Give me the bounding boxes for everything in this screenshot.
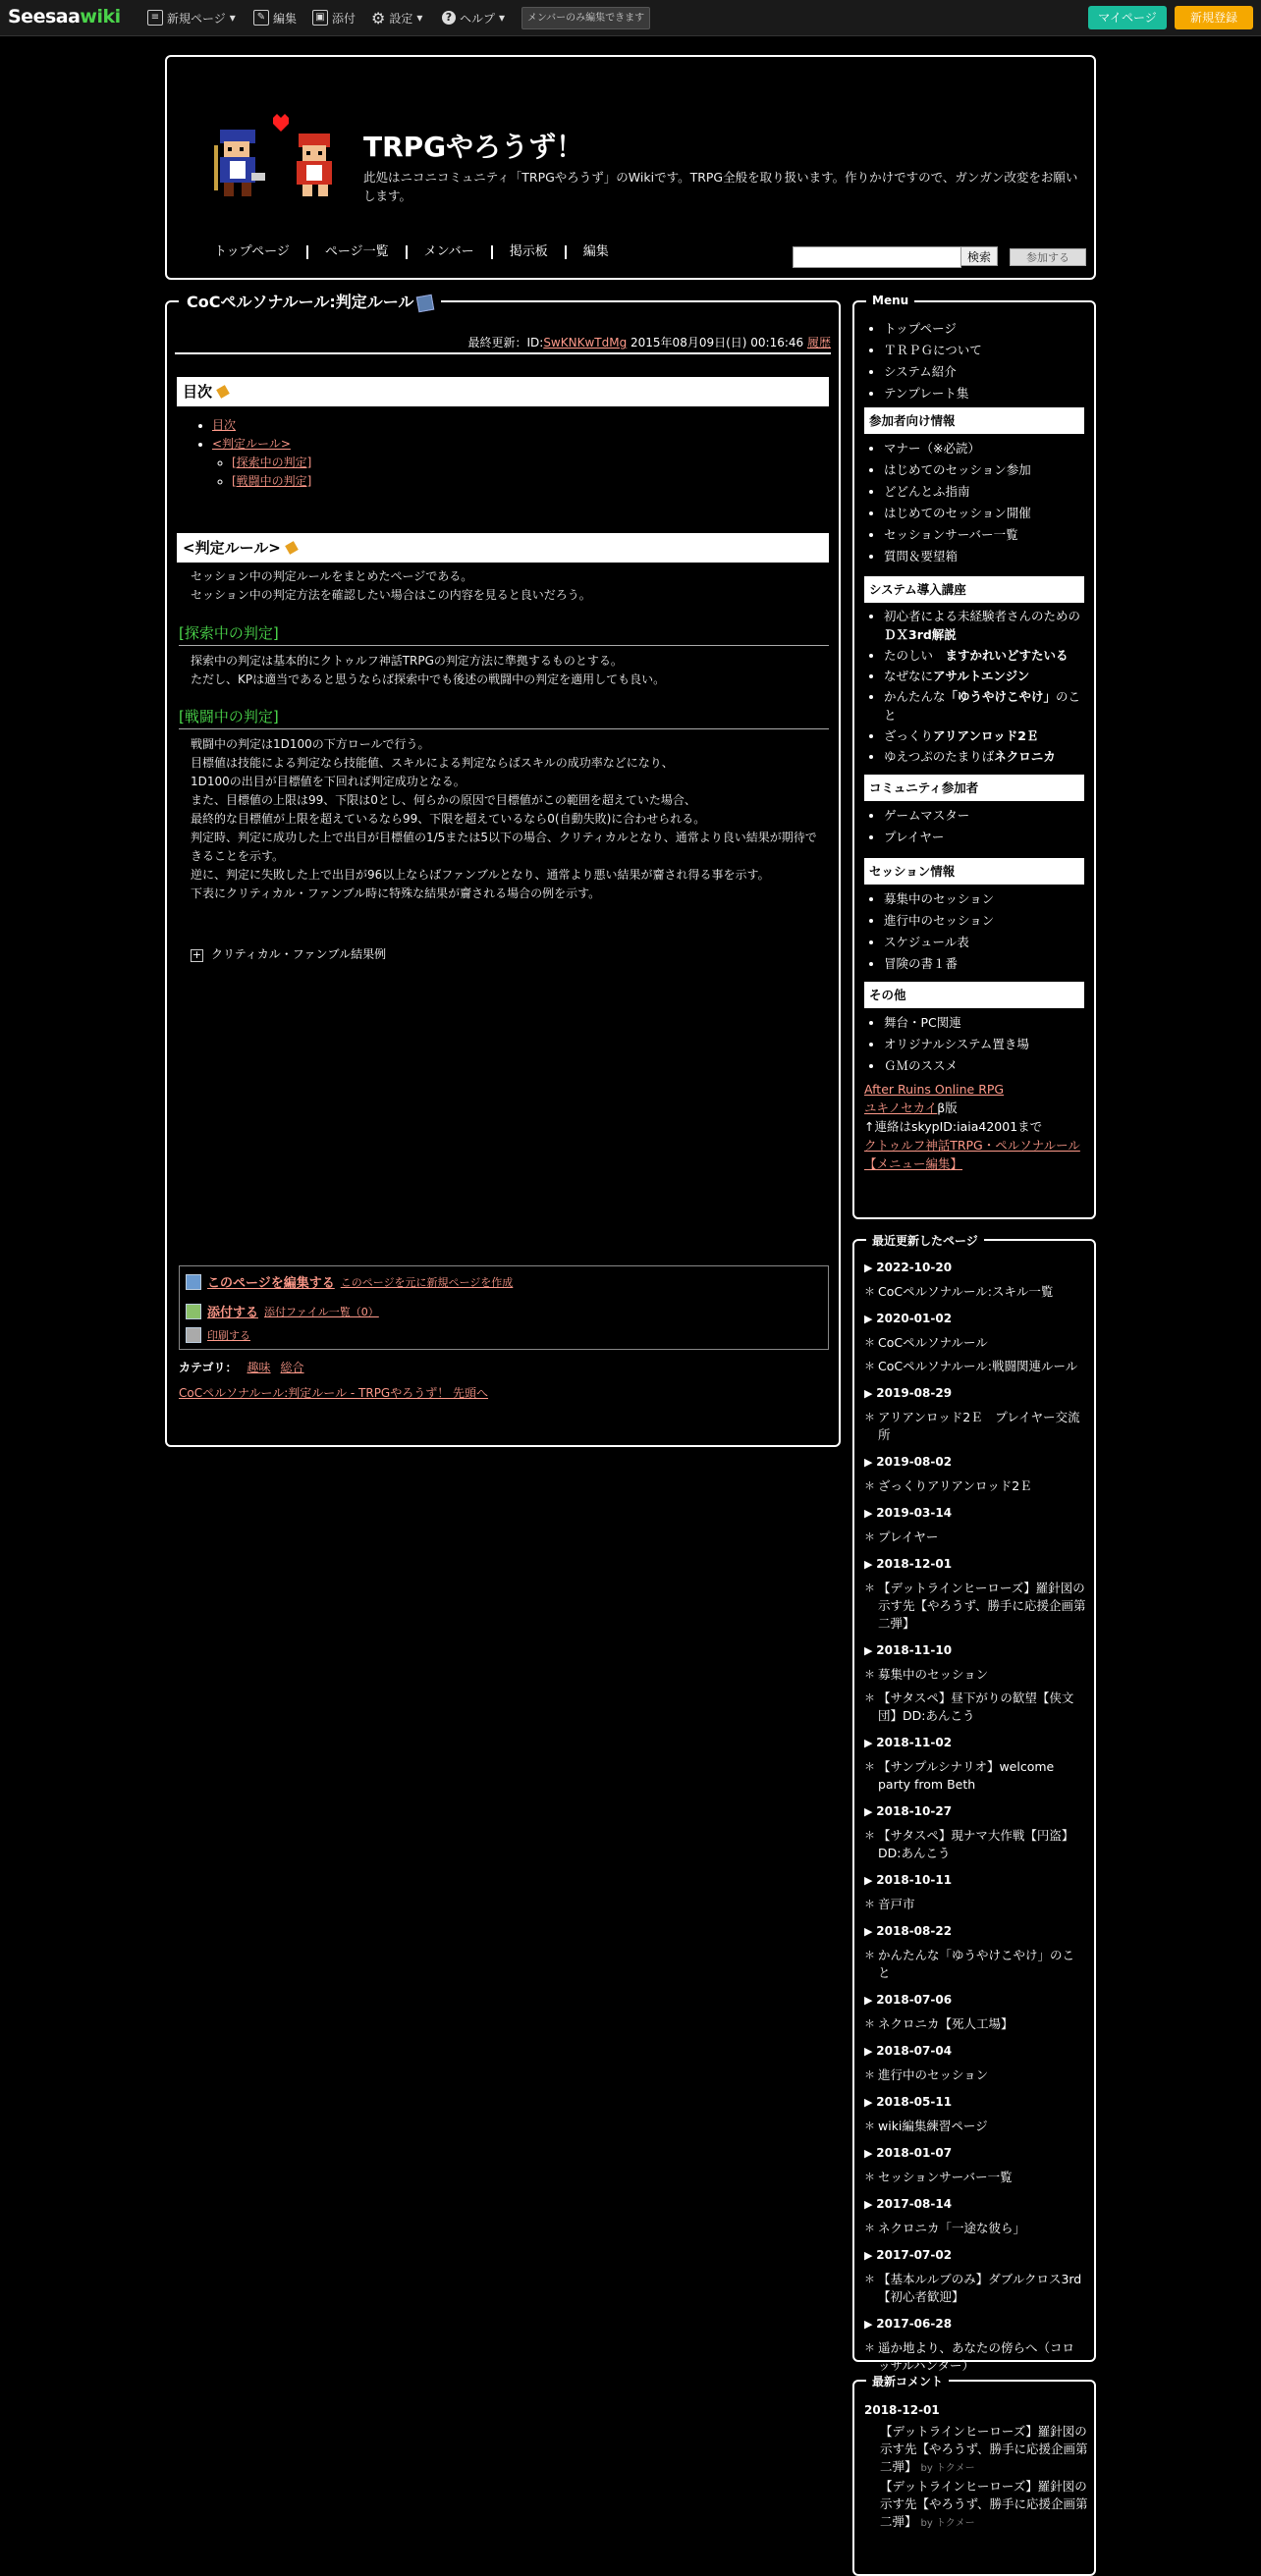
expand-plus-icon: +	[192, 948, 202, 961]
edit-page-link[interactable]: このページを編集する	[207, 1276, 335, 1291]
text-line: 判定時、判定に成功した上で出目が目標値の1/5または5以下の場合、クリティカルとなり、通常より良い結果が期待できることを示す。	[191, 831, 817, 863]
recent-date: ▶ 2019-08-29	[864, 1384, 1086, 1403]
printer-icon	[186, 1327, 201, 1343]
chevron-down-icon: ▾	[229, 11, 236, 25]
menu-item[interactable]: • 募集中のセッション	[884, 888, 1084, 910]
menu-item[interactable]	[884, 667, 1084, 685]
recent-title: 最近更新したページ	[866, 1232, 984, 1249]
edit-section-icon[interactable]	[216, 385, 230, 399]
menu-item-text: たのしい	[884, 648, 946, 663]
text-line: 戦闘中の判定は1D100の下方ロールで行う。	[191, 737, 430, 751]
rules-heading-text: <判定ルール>	[183, 539, 281, 557]
recent-date: ▶ 2017-08-14	[864, 2195, 1086, 2214]
table-of-contents	[200, 416, 311, 491]
menu-item[interactable]	[884, 747, 1084, 766]
menu-item-bold: アサルトエンジン	[933, 669, 1030, 683]
edit-icon: ✎	[253, 10, 269, 26]
nav-top-page[interactable]: トップページ	[214, 244, 290, 259]
toc-link-explore[interactable]: [探索中の判定]	[232, 456, 312, 469]
text-line: 逆に、判定に失敗した上で出目が96以上ならばファンブルとなり、通常より悪い結果が齎され得る事を示す。	[191, 868, 770, 882]
edit-page-row	[186, 1272, 513, 1291]
print-row	[186, 1327, 250, 1343]
recent-date: ▶ 2022-10-20	[864, 1259, 1086, 1277]
settings-menu[interactable]	[371, 0, 422, 35]
attach-menu[interactable]	[312, 0, 356, 35]
side-menu	[852, 294, 1096, 1219]
menu-item[interactable]: • マナー（※必読）	[884, 438, 1084, 459]
recent-page-link[interactable]: ＊ wiki編集練習ページ	[864, 2118, 1086, 2135]
text-line: セッション中の判定ルールをまとめたページである。	[191, 569, 473, 583]
toc-link-rules[interactable]: <判定ルール>	[212, 437, 291, 451]
menu-item-text: ゆえつぷのたまりば	[884, 749, 995, 764]
menu-item[interactable]: • トップページ	[884, 318, 1084, 340]
page-title-wrap	[179, 290, 441, 312]
recent-entry	[864, 1802, 1086, 1862]
comment-author: by トクメー	[920, 2518, 975, 2529]
updated-date: 2015年08月09日(日) 00:16:46	[627, 336, 807, 349]
new-page-label: 新規ページ	[167, 11, 226, 26]
menu-item[interactable]: • 進行中のセッション	[884, 910, 1084, 932]
recent-page-link[interactable]: ＊ 遥か地より、あなたの傍らへ（コロッサルハンター）	[864, 2339, 1086, 2375]
explore-text	[191, 652, 819, 689]
recent-page-link[interactable]: ＊ かんたんな「ゆうやけこやけ」のこと	[864, 1947, 1086, 1982]
recent-date: ▶ 2018-05-11	[864, 2093, 1086, 2112]
menu-item-bold: 「ゆうやけこやけ」	[945, 689, 1057, 704]
fold-toggle[interactable]	[191, 945, 386, 962]
menu-item-text: のこと	[884, 689, 1081, 723]
menu-category: その他	[864, 982, 1084, 1008]
after-ruins-link[interactable]: After Ruins Online RPG	[864, 1082, 1005, 1097]
toc-heading	[177, 377, 829, 406]
site-header	[165, 55, 1096, 280]
category-link[interactable]: 総合	[280, 1361, 304, 1374]
text-line: ただし、KPは適当であると思うならば探索中でも後述の戦闘中の判定を適用しても良い。	[191, 672, 666, 686]
fold-label: クリティカル・ファンブル結果例	[211, 947, 387, 961]
recent-date: ▶ 2020-01-02	[864, 1310, 1086, 1328]
recent-page-link[interactable]: ＊ CoCペルソナルール:スキル一覧	[864, 1283, 1086, 1301]
menu-item[interactable]: • セッションサーバー一覧	[884, 524, 1084, 546]
menu-item-bold: ネクロニカ	[994, 749, 1056, 764]
attach-file-icon	[186, 1304, 201, 1319]
recent-entry	[864, 2195, 1086, 2237]
recent-page-link[interactable]: ＊ 【基本ルルブのみ】ダブルクロス3rd【初心者歓迎】	[864, 2271, 1086, 2306]
attach-label: 添付	[332, 11, 356, 26]
new-page-menu[interactable]	[147, 0, 236, 35]
history-link[interactable]: 履歴	[806, 336, 831, 349]
recent-page-link[interactable]: ＊ 【サンプルシナリオ】welcome party from Beth	[864, 1758, 1086, 1794]
page-title: CoCペルソナルール:判定ルール	[187, 293, 414, 311]
chevron-down-icon: ▾	[416, 11, 423, 25]
toc-heading-text: 目次	[183, 383, 213, 401]
updated-user-link[interactable]: SwKNKwTdMg	[543, 336, 628, 349]
recent-entry	[864, 2093, 1086, 2135]
recent-entry	[864, 1259, 1086, 1301]
menu-category: 参加者向け情報	[864, 407, 1084, 434]
seesaa-wiki-logo[interactable]	[8, 6, 121, 27]
attach-link[interactable]: 添付する	[207, 1306, 259, 1320]
toc-link-combat[interactable]: [戦闘中の判定]	[232, 474, 312, 488]
recent-date: ▶ 2017-07-02	[864, 2246, 1086, 2265]
text-line: 下表にクリティカル・ファンブル時に特殊な結果が齎される場合の例を示す。	[191, 886, 601, 900]
category-label: カテゴリ：	[179, 1361, 238, 1374]
menu-cat5-list	[864, 1012, 1084, 1077]
recent-page-link[interactable]: ＊ 進行中のセッション	[864, 2066, 1086, 2084]
recent-entry	[864, 1504, 1086, 1546]
comment-text: 【デットラインヒーローズ】羅針図の示す先【やろうず、勝手に応援企画第二弾】	[880, 2479, 1088, 2529]
menu-item[interactable]: • システム紹介	[884, 361, 1084, 383]
latest-comments	[852, 2375, 1096, 2576]
recent-entry	[864, 2042, 1086, 2084]
recent-entry	[864, 1871, 1086, 1913]
nav-edit[interactable]: 編集	[565, 245, 626, 259]
signup-button[interactable]: 新規登録	[1175, 6, 1253, 29]
recent-entry	[864, 1734, 1086, 1794]
coc-persona-link[interactable]: クトゥルフ神話TRPG・ペルソナルール	[864, 1138, 1080, 1153]
menu-item[interactable]: • ゲームマスター	[884, 805, 1084, 827]
menu-item[interactable]: • スケジュール表	[884, 932, 1084, 953]
comment-date: 2018-12-01	[864, 2403, 940, 2417]
menu-item[interactable]: • ＧＭのススメ	[884, 1055, 1084, 1077]
last-updated	[467, 334, 831, 350]
recent-date: ▶ 2018-01-07	[864, 2144, 1086, 2163]
menu-item[interactable]: • 冒険の書１番	[884, 953, 1084, 975]
edit-pencil-icon	[186, 1274, 201, 1290]
comment-author: by トクメー	[920, 2463, 975, 2474]
explore-heading: [探索中の判定]	[179, 622, 829, 646]
recent-date: ▶ 2018-07-04	[864, 2042, 1086, 2061]
settings-label: 設定	[389, 11, 413, 26]
new-page-icon: ≡	[147, 10, 163, 26]
help-label: ヘルプ	[460, 11, 496, 26]
yukino-sekai-link[interactable]: ユキノセカイ	[864, 1100, 938, 1115]
menu-category: システム導入講座	[864, 576, 1084, 603]
menu-extra-links	[864, 1080, 1090, 1173]
recent-page-link[interactable]: ＊ CoCペルソナルール:戦闘関連ルール	[864, 1358, 1086, 1375]
menu-item[interactable]	[884, 607, 1084, 644]
site-title[interactable]: TRPGやろうず！	[363, 131, 584, 163]
mypage-button[interactable]: マイページ	[1088, 6, 1167, 29]
recent-updates	[852, 1234, 1096, 2373]
toc-link-toc[interactable]: 目次	[212, 418, 237, 432]
recent-entry	[864, 1922, 1086, 1982]
attach-row	[186, 1302, 379, 1320]
recent-date: ▶ 2017-06-28	[864, 2315, 1086, 2334]
page-top-link[interactable]: CoCペルソナルール:判定ルール - TRPGやろうず！ 先頭へ	[179, 1386, 489, 1400]
text-line: また、目標値の上限は99、下限は0とし、何らかの原因で目標値がこの範囲を超えていた場合、	[191, 793, 696, 807]
recent-entry	[864, 1453, 1086, 1495]
menu-item-text: かんたんな	[884, 689, 946, 704]
menu-item-text: ざっくり	[884, 728, 934, 743]
menu-title: Menu	[866, 294, 914, 307]
title-divider	[175, 352, 831, 354]
menu-edit-link[interactable]: 【メニュー編集】	[864, 1156, 963, 1171]
recent-page-link[interactable]: ＊ セッションサーバー一覧	[864, 2169, 1086, 2186]
menu-cat2-list	[864, 607, 1084, 768]
search-button[interactable]: 検索	[960, 246, 998, 266]
join-button[interactable]: 参加する	[1010, 248, 1086, 266]
main-content	[165, 293, 841, 1447]
menu-category: コミュニティ参加者	[864, 775, 1084, 801]
recent-date: ▶ 2018-08-22	[864, 1922, 1086, 1941]
recent-date: ▶ 2019-03-14	[864, 1504, 1086, 1523]
recent-date: ▶ 2018-07-06	[864, 1991, 1086, 2010]
recent-date: ▶ 2018-10-11	[864, 1871, 1086, 1890]
text-line: 目標値は技能による判定なら技能値、スキルによる判定ならばスキルの成功率などになり、	[191, 756, 674, 770]
beta-label: β版	[937, 1100, 958, 1115]
menu-item[interactable]	[884, 726, 1084, 745]
menu-cat1-list	[864, 438, 1084, 567]
text-line: 最終的な目標値が上限を超えているなら99、下限を超えているなら0(自動失敗)に合わせられる。	[191, 812, 706, 826]
recent-page-link[interactable]: ＊ アリアンロッド2Ｅ プレイヤー交流所	[864, 1409, 1086, 1444]
edit-section-icon[interactable]	[285, 541, 299, 555]
menu-item[interactable]	[884, 646, 1084, 665]
text-line: 探索中の判定は基本的にクトゥルフ神話TRPGの判定方法に準拠するものとする。	[191, 654, 623, 668]
recent-page-link[interactable]: ＊ 募集中のセッション	[864, 1666, 1086, 1684]
menu-cat3-list	[864, 805, 1084, 848]
recent-page-link[interactable]: ＊ ざっくりアリアンロッド2Ｅ	[864, 1477, 1086, 1495]
rules-heading	[177, 533, 829, 563]
menu-item[interactable]: • オリジナルシステム置き場	[884, 1034, 1084, 1055]
recent-page-link[interactable]: ＊ 音戸市	[864, 1896, 1086, 1913]
recent-entry	[864, 1310, 1086, 1375]
menu-item[interactable]: • ＴＲＰＧについて	[884, 340, 1084, 361]
text-line: 1D100の出目が目標値を下回れば判定成功となる。	[191, 775, 466, 788]
menu-item[interactable]: • どどんとふ指南	[884, 481, 1084, 503]
recent-entry	[864, 1555, 1086, 1633]
recent-page-link[interactable]: ＊ 【サタスペ】昼下がりの歓望【侠文団】DD:あんこう	[864, 1690, 1086, 1725]
comment-item[interactable]	[880, 2423, 1090, 2478]
category-link[interactable]: 趣味	[247, 1361, 271, 1374]
recent-date: ▶ 2018-11-10	[864, 1641, 1086, 1660]
header-nav	[198, 245, 626, 259]
nav-bbs[interactable]: 掲示板	[491, 245, 565, 259]
combat-text	[191, 735, 819, 903]
logo-wiki-text: wiki	[80, 6, 121, 27]
page-actions-box	[179, 1265, 829, 1350]
recent-entry	[864, 2315, 1086, 2375]
recent-entry	[864, 1641, 1086, 1725]
menu-item-text: なぜなに	[884, 669, 934, 683]
menu-category: セッション情報	[864, 858, 1084, 885]
global-topbar	[0, 0, 1261, 36]
help-menu[interactable]	[442, 0, 505, 35]
recent-page-link[interactable]: ＊ CoCペルソナルール	[864, 1334, 1086, 1352]
menu-item[interactable]: • テンプレート集	[884, 383, 1084, 404]
contact-note: ↑連絡はskypID:iaia42001まで	[864, 1119, 1043, 1134]
menu-item-bold: アリアンロッド2Ｅ	[933, 728, 1039, 743]
edit-menu[interactable]	[253, 0, 297, 35]
comment-item[interactable]	[880, 2478, 1090, 2533]
search-input[interactable]	[793, 246, 961, 268]
menu-item-text: 初心者による未経験者さんのための	[884, 609, 1081, 623]
menu-item[interactable]	[884, 687, 1084, 724]
recent-date: ▶ 2019-08-02	[864, 1453, 1086, 1472]
combat-heading: [戦闘中の判定]	[179, 706, 829, 729]
menu-item[interactable]: • プレイヤー	[884, 827, 1084, 848]
recent-date: ▶ 2018-10-27	[864, 1802, 1086, 1821]
recent-page-link[interactable]: ＊ ネクロニカ【死人工場】	[864, 2015, 1086, 2033]
member-only-badge: メンバーのみ編集できます	[521, 7, 650, 29]
gear-icon: ⚙	[371, 8, 386, 27]
image-icon: ▣	[312, 10, 328, 26]
menu-item-bold: ＤＸ3rd解説	[884, 627, 957, 642]
recent-page-link[interactable]: ＊ ネクロニカ「一途な彼ら」	[864, 2220, 1086, 2237]
new-from-page-link[interactable]: このページを元に新規ページを作成	[340, 1275, 514, 1289]
chevron-down-icon: ▾	[499, 11, 506, 25]
attach-list-link[interactable]: 添付ファイル一覧（0）	[264, 1305, 379, 1318]
text-line: セッション中の判定方法を確認したい場合はこの内容を見ると良いだろう。	[191, 588, 591, 602]
menu-item[interactable]: • 舞台・PC関連	[884, 1012, 1084, 1034]
recent-entry	[864, 1991, 1086, 2033]
help-icon: ?	[442, 11, 456, 25]
recent-page-link[interactable]: ＊ 【デットラインヒーローズ】羅針図の示す先【やろうず、勝手に応援企画第二弾】	[864, 1580, 1086, 1633]
recent-entry	[864, 2246, 1086, 2306]
site-logo-sprites	[212, 112, 350, 202]
edit-label: 編集	[273, 11, 298, 26]
menu-item[interactable]: • はじめてのセッション開催	[884, 503, 1084, 524]
menu-cat4-list	[864, 888, 1084, 975]
comments-title: 最新コメント	[866, 2373, 949, 2389]
rules-intro	[191, 567, 819, 605]
recent-page-link[interactable]: ＊ 【サタスペ】現ナマ大作戦【円盗】 DD:あんこう	[864, 1827, 1086, 1862]
nav-members[interactable]: メンバー	[406, 245, 491, 259]
recent-date: ▶ 2018-11-02	[864, 1734, 1086, 1752]
edit-pencil-icon[interactable]	[416, 294, 435, 312]
recent-entry	[864, 1384, 1086, 1444]
recent-date: ▶ 2018-12-01	[864, 1555, 1086, 1574]
nav-page-list[interactable]: ページ一覧	[306, 245, 406, 259]
category-bar	[179, 1359, 314, 1375]
site-description: 此処はニコニコミュニティ「TRPGやろうず」のWikiです。TRPG全般を取り扱います。作りかけですので、ガンガン改変をお願いします。	[363, 170, 1078, 203]
logo-text: Seesaa	[8, 6, 81, 27]
comment-text: 【デットラインヒーローズ】羅針図の示す先【やろうず、勝手に応援企画第二弾】	[880, 2424, 1088, 2474]
menu-item-bold: ますかれいどすたいる	[945, 648, 1069, 663]
menu-item[interactable]: • はじめてのセッション参加	[884, 459, 1084, 481]
print-link[interactable]: 印刷する	[207, 1329, 250, 1342]
recent-entry	[864, 2144, 1086, 2186]
menu-top-list	[864, 318, 1084, 404]
updated-prefix: 最終更新：ID:	[467, 336, 544, 349]
recent-page-link[interactable]: ＊ プレイヤー	[864, 1529, 1086, 1546]
menu-item[interactable]: • 質問＆要望箱	[884, 546, 1084, 567]
